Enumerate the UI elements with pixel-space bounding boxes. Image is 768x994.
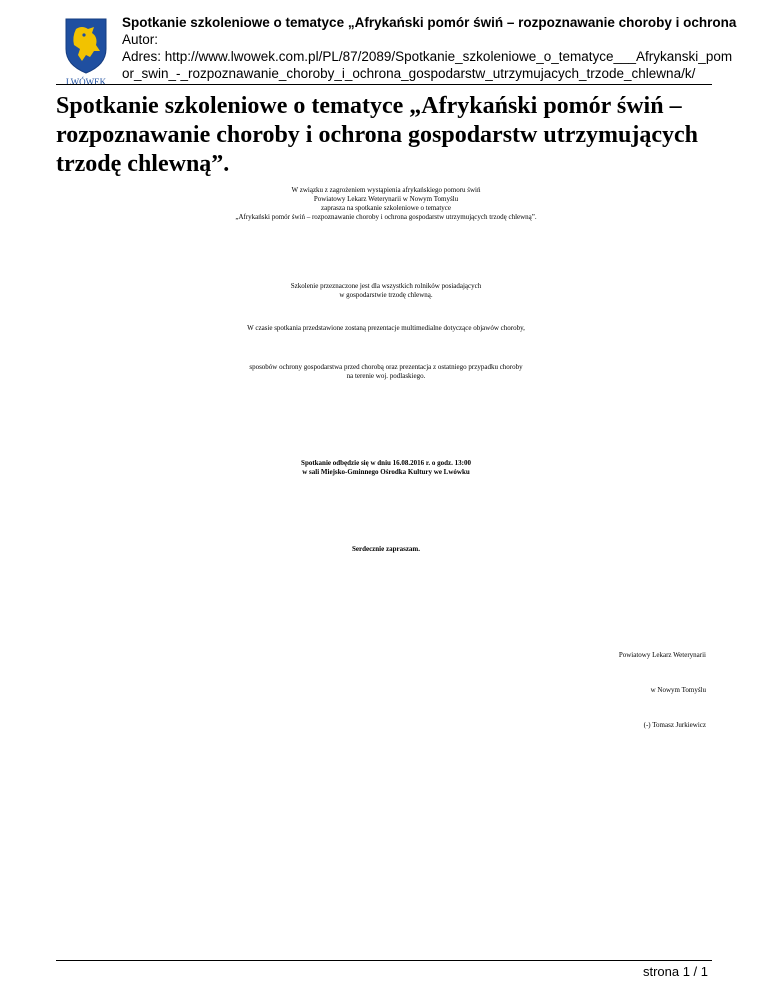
protection-paragraph — [56, 363, 716, 381]
document-header — [60, 10, 768, 86]
audience-paragraph — [56, 282, 716, 300]
invitation-line: Serdecznie zapraszam. — [351, 545, 421, 553]
presentations-line: W czasie spotkania przedstawione zostaną prezentacje multimedialne dotyczące objawów choroby, — [247, 324, 525, 332]
page-number: strona 1 / 1 — [642, 964, 708, 979]
header-address-line-2: or_swin_-_rozpoznawanie_choroby_i_ochrona_gospodarstw_utrzymujacych_trzode_chlewna/k/ — [122, 66, 696, 81]
meeting-venue-line: w sali Miejsko-Gminnego Ośrodka Kultury we Lwówku — [302, 468, 470, 476]
meeting-date-line: Spotkanie odbędzie się w dniu 16.08.2016 r. o godz. 13:00 — [301, 459, 471, 467]
audience-line-1: Szkolenie przeznaczone jest dla wszystkich rolników posiadających — [290, 282, 482, 290]
footer-divider — [56, 960, 712, 961]
header-text — [122, 14, 768, 82]
header-address-line-1: Adres: http://www.lwowek.com.pl/PL/87/2089/Spotkanie_szkoleniowe_o_tematyce___Afrykanski_pom — [122, 49, 733, 64]
header-divider — [56, 84, 712, 85]
header-author-label: Autor: — [122, 32, 159, 47]
intro-paragraph — [56, 186, 716, 222]
presentations-paragraph — [56, 324, 716, 333]
intro-line-1: W związku z zagrożeniem wystąpienia afrykańskiego pomoru świń — [291, 186, 481, 194]
signature-name: (-) Tomasz Jurkiewicz — [643, 721, 706, 729]
intro-line-3: zaprasza na spotkanie szkoleniowe o tematyce — [320, 204, 452, 212]
audience-line-2: w gospodarstwie trzodę chlewną. — [339, 291, 433, 299]
signature-role: Powiatowy Lekarz Weterynarii — [618, 651, 706, 659]
protection-line-1: sposobów ochrony gospodarstwa przed chorobą oraz prezentacja z ostatniego przypadku choroby — [249, 363, 523, 371]
meeting-details — [56, 459, 716, 477]
lwowek-coat-of-arms-logo — [60, 15, 112, 87]
intro-line-2: Powiatowy Lekarz Weterynarii w Nowym Tomyślu — [313, 195, 459, 203]
signature-place: w Nowym Tomyślu — [650, 686, 706, 694]
invitation — [56, 545, 716, 554]
page-title: Spotkanie szkoleniowe o tematyce „Afrykański pomór świń – rozpoznawanie choroby i ochrona gospodarstw utrzymujących trzodę chlewną”. — [56, 93, 698, 177]
header-title: Spotkanie szkoleniowe o tematyce „Afrykański pomór świń – rozpoznawanie choroby i ochrona — [122, 15, 737, 30]
intro-line-4: „Afrykański pomór świń – rozpoznawanie choroby i ochrona gospodarstw utrzymujących trzodę chlewną”. — [235, 213, 537, 221]
logo-caption: LWÓWEK — [65, 77, 107, 87]
protection-line-2: na terenie woj. podlaskiego. — [346, 372, 426, 380]
